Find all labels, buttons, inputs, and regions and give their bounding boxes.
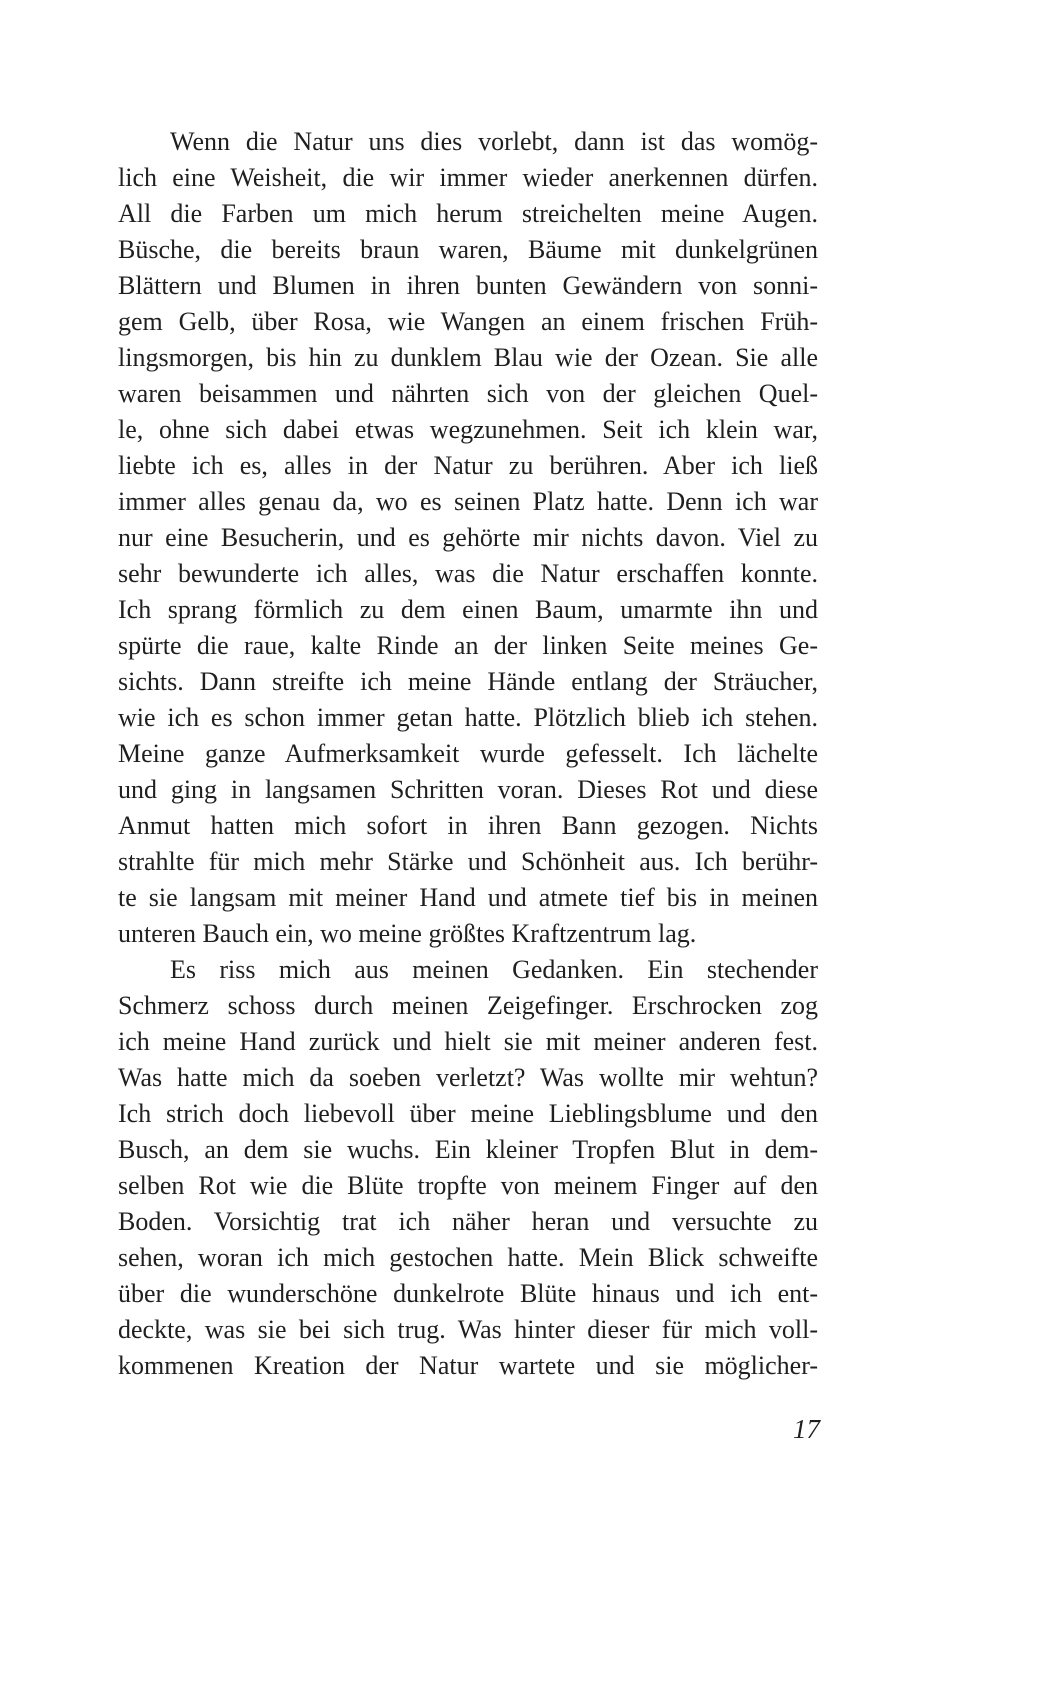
paragraph bbox=[118, 124, 818, 952]
text-line: kommenen Kreation der Natur wartete und sie möglicher- bbox=[118, 1351, 818, 1380]
text-line: Es riss mich aus meinen Gedanken. Ein stechender bbox=[170, 955, 818, 984]
text-line: unteren Bauch ein, wo meine größtes Kraftzentrum lag. bbox=[118, 919, 697, 948]
text-line: ich meine Hand zurück und hielt sie mit meiner anderen fest. bbox=[118, 1027, 818, 1056]
body-text bbox=[118, 124, 818, 1384]
text-line: wie ich es schon immer getan hatte. Plötzlich blieb ich stehen. bbox=[118, 703, 818, 732]
text-line: Was hatte mich da soeben verletzt? Was wollte mir wehtun? bbox=[118, 1063, 818, 1092]
text-line: Busch, an dem sie wuchs. Ein kleiner Tropfen Blut in dem- bbox=[118, 1135, 818, 1164]
text-line: spürte die raue, kalte Rinde an der linken Seite meines Ge- bbox=[118, 631, 818, 660]
text-line: te sie langsam mit meiner Hand und atmete tief bis in meinen bbox=[118, 883, 818, 912]
text-line: deckte, was sie bei sich trug. Was hinter dieser für mich voll- bbox=[118, 1315, 818, 1344]
text-line: Blättern und Blumen in ihren bunten Gewändern von sonni- bbox=[118, 271, 818, 300]
text-line: Ich strich doch liebevoll über meine Lieblingsblume und den bbox=[118, 1099, 818, 1128]
text-line: gem Gelb, über Rosa, wie Wangen an einem frischen Früh- bbox=[118, 307, 818, 336]
text-line: immer alles genau da, wo es seinen Platz hatte. Denn ich war bbox=[118, 487, 818, 516]
text-line: über die wunderschöne dunkelrote Blüte hinaus und ich ent- bbox=[118, 1279, 818, 1308]
text-line: sehr bewunderte ich alles, was die Natur erschaffen konnte. bbox=[118, 559, 818, 588]
page-number: 17 bbox=[793, 1414, 820, 1444]
text-line: waren beisammen und nährten sich von der gleichen Quel- bbox=[118, 379, 818, 408]
paragraph bbox=[118, 952, 818, 1384]
text-line: liebte ich es, alles in der Natur zu berühren. Aber ich ließ bbox=[118, 451, 818, 480]
text-line: le, ohne sich dabei etwas wegzunehmen. Seit ich klein war, bbox=[118, 415, 818, 444]
text-line: und ging in langsamen Schritten voran. Dieses Rot und diese bbox=[118, 775, 818, 804]
text-line: lingsmorgen, bis hin zu dunklem Blau wie der Ozean. Sie alle bbox=[118, 343, 818, 372]
text-line: Wenn die Natur uns dies vorlebt, dann ist das womög- bbox=[170, 127, 818, 156]
text-line: Büsche, die bereits braun waren, Bäume mit dunkelgrünen bbox=[118, 235, 818, 264]
text-line: nur eine Besucherin, und es gehörte mir nichts davon. Viel zu bbox=[118, 523, 818, 552]
text-line: strahlte für mich mehr Stärke und Schönheit aus. Ich berühr- bbox=[118, 847, 818, 876]
text-line: sehen, woran ich mich gestochen hatte. Mein Blick schweifte bbox=[118, 1243, 818, 1272]
text-line: Schmerz schoss durch meinen Zeigefinger. Erschrocken zog bbox=[118, 991, 818, 1020]
text-line: Ich sprang förmlich zu dem einen Baum, umarmte ihn und bbox=[118, 595, 818, 624]
text-line: sichts. Dann streifte ich meine Hände entlang der Sträucher, bbox=[118, 667, 818, 696]
text-line: Anmut hatten mich sofort in ihren Bann gezogen. Nichts bbox=[118, 811, 818, 840]
text-line: All die Farben um mich herum streichelten meine Augen. bbox=[118, 199, 818, 228]
text-line: Meine ganze Aufmerksamkeit wurde gefesselt. Ich lächelte bbox=[118, 739, 818, 768]
text-line: Boden. Vorsichtig trat ich näher heran und versuchte zu bbox=[118, 1207, 818, 1236]
text-line: selben Rot wie die Blüte tropfte von meinem Finger auf den bbox=[118, 1171, 818, 1200]
text-line: lich eine Weisheit, die wir immer wieder anerkennen dürfen. bbox=[118, 163, 818, 192]
